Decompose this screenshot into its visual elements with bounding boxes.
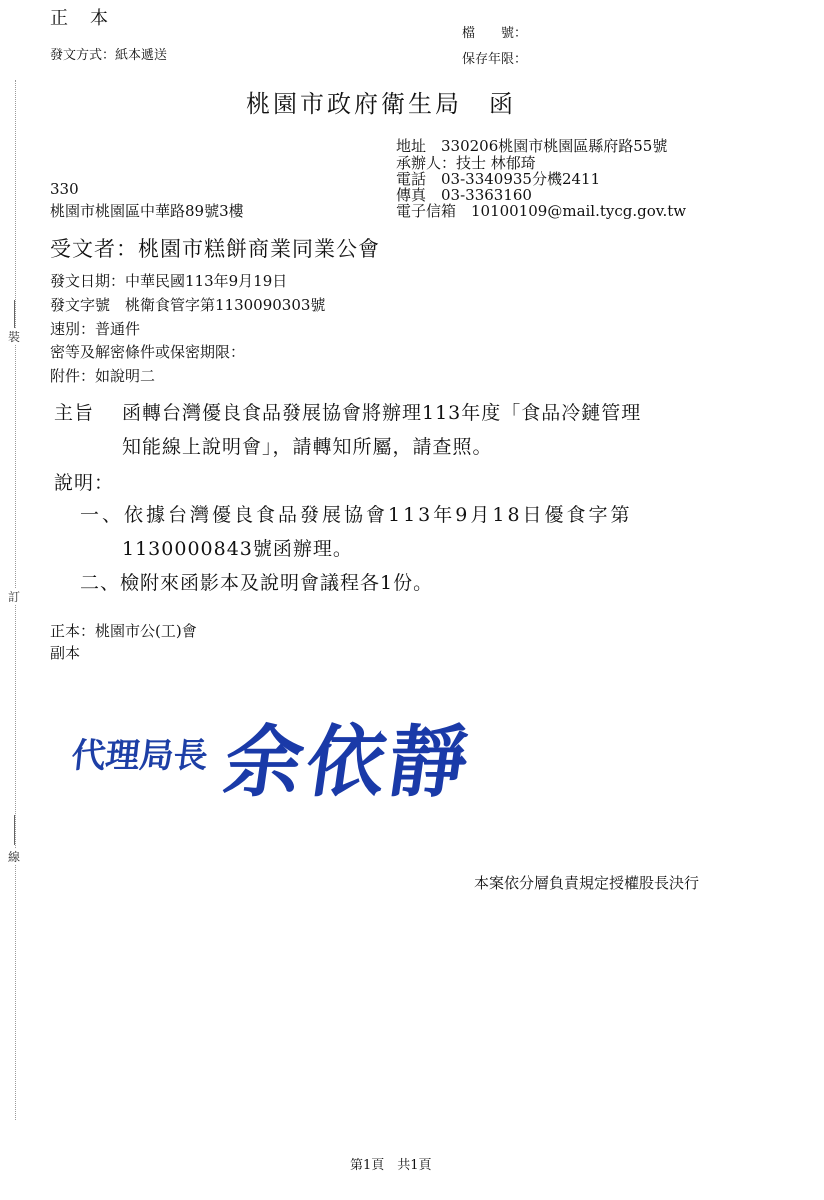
- recipient-street-address: 桃園市桃園區中華路89號3樓: [50, 202, 244, 220]
- dispatch-method: 發文方式：紙本遞送: [50, 48, 168, 63]
- binding-tick: [14, 300, 15, 330]
- subject-line-2: 知能線上說明會」，請轉知所屬，請查照。: [122, 436, 493, 458]
- issue-date: 發文日期：中華民國113年9月19日: [50, 272, 288, 290]
- binding-mark-bind: 裝: [8, 330, 21, 344]
- signature-name: 余依靜: [218, 718, 478, 808]
- sender-phone: 電話 03-3340935分機2411: [396, 170, 601, 188]
- binding-tick: [14, 815, 15, 845]
- binding-mark-line: 線: [8, 850, 21, 864]
- subject-line-1: 函轉台灣優良食品發展協會將辦理113年度「食品冷鏈管理: [122, 402, 642, 424]
- speed-class: 速別：普通件: [50, 320, 141, 338]
- sender-contact: 承辦人：技士 林郁琦: [396, 154, 536, 172]
- attachment: 附件：如說明二: [50, 367, 156, 385]
- sender-email: 電子信箱 10100109@mail.tycg.gov.tw: [396, 202, 687, 220]
- sender-fax: 傳真 03-3363160: [396, 186, 532, 204]
- copy-type: 正 本: [50, 8, 110, 29]
- subject-label: 主旨: [54, 402, 95, 424]
- retention-label: 保存年限：: [462, 52, 528, 67]
- binding-mark-staple: 訂: [8, 590, 21, 604]
- explanation-item-1-line-1: 一、依據台灣優良食品發展協會113年9月18日優食字第: [80, 504, 633, 526]
- document-title: 桃園市政府衛生局 函: [246, 90, 516, 118]
- distribution-copy: 副本: [50, 644, 81, 662]
- sender-address: 地址 330206桃園市桃園區縣府路55號: [396, 137, 668, 155]
- authorization-note: 本案依分層負責規定授權股長決行: [474, 874, 700, 892]
- file-number-label: 檔 號：: [462, 26, 528, 41]
- signature-title: 代理局長: [69, 736, 210, 776]
- explanation-label: 說明：: [54, 472, 115, 494]
- recipient-postal-code: 330: [50, 180, 79, 198]
- explanation-item-1-line-2: 1130000843號函辦理。: [122, 538, 353, 560]
- security-level: 密等及解密條件或保密期限：: [50, 343, 246, 361]
- recipient: 受文者：桃園市糕餅商業同業公會: [50, 237, 380, 261]
- explanation-item-2: 二、檢附來函影本及說明會議程各1份。: [80, 572, 434, 594]
- page-number: 第1頁 共1頁: [350, 1158, 432, 1173]
- document-number: 發文字號 桃衛食管字第1130090303號: [50, 296, 326, 314]
- distribution-original: 正本：桃園市公(工)會: [50, 622, 197, 640]
